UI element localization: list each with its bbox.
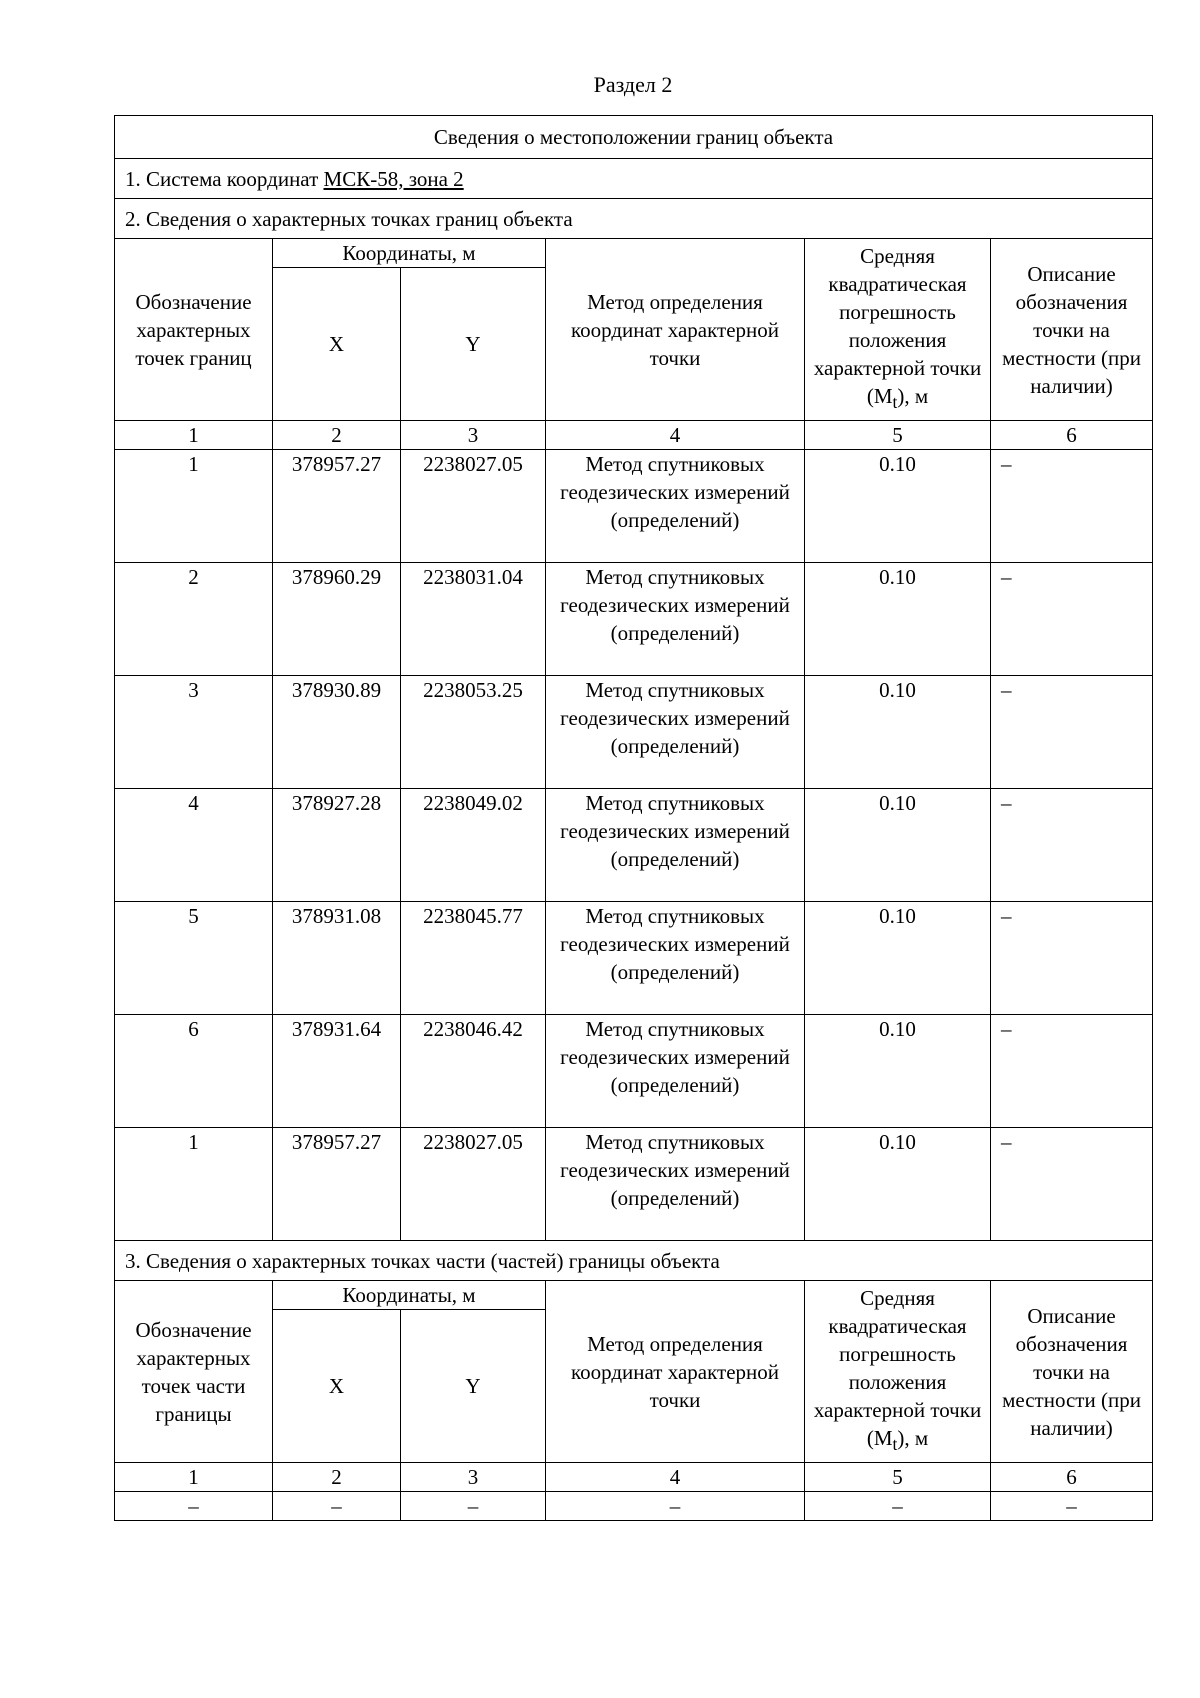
boundary-table — [114, 115, 1153, 1521]
part2-title: 2. Сведения о характерных точках границ объекта — [115, 199, 1153, 239]
part3-header-accuracy: Средняя квадратическая погрешность положения характерной точки $(M_t)$, м — [805, 1281, 991, 1463]
table-title-row — [115, 116, 1153, 159]
point-y: 2238053.25 — [401, 676, 546, 789]
part3-cell: – — [273, 1492, 401, 1521]
point-accuracy: 0.10 — [805, 450, 991, 563]
column-number: 4 — [546, 421, 805, 450]
point-id: 5 — [115, 902, 273, 1015]
point-method: Метод спутниковых геодезических измерений (определений) — [546, 676, 805, 789]
point-accuracy: 0.10 — [805, 1128, 991, 1241]
part3-cell: – — [991, 1492, 1153, 1521]
point-accuracy: 0.10 — [805, 902, 991, 1015]
part3-cell: – — [546, 1492, 805, 1521]
point-id: 4 — [115, 789, 273, 902]
header-method: Метод определения координат характерной точки — [546, 239, 805, 421]
point-accuracy: 0.10 — [805, 563, 991, 676]
table-row — [115, 676, 1153, 789]
table-row — [115, 789, 1153, 902]
column-number: 4 — [546, 1463, 805, 1492]
point-description: – — [991, 902, 1153, 1015]
point-id: 1 — [115, 1128, 273, 1241]
point-id: 3 — [115, 676, 273, 789]
point-description: – — [991, 676, 1153, 789]
point-accuracy: 0.10 — [805, 1015, 991, 1128]
point-x: 378960.29 — [273, 563, 401, 676]
point-x: 378957.27 — [273, 1128, 401, 1241]
part3-header-point-id: Обозначение характерных точек части границы — [115, 1281, 273, 1463]
section-title: Раздел 2 — [593, 72, 673, 97]
part3-column-numbers-row — [115, 1463, 1153, 1492]
point-y: 2238046.42 — [401, 1015, 546, 1128]
point-accuracy: 0.10 — [805, 789, 991, 902]
point-y: 2238045.77 — [401, 902, 546, 1015]
point-x: 378931.08 — [273, 902, 401, 1015]
point-description: – — [991, 450, 1153, 563]
point-x: 378957.27 — [273, 450, 401, 563]
point-id: 2 — [115, 563, 273, 676]
header-y: Y — [401, 268, 546, 421]
point-method: Метод спутниковых геодезических измерений (определений) — [546, 902, 805, 1015]
column-number: 3 — [401, 1463, 546, 1492]
column-number: 3 — [401, 421, 546, 450]
point-id: 6 — [115, 1015, 273, 1128]
point-description: – — [991, 1015, 1153, 1128]
point-method: Метод спутниковых геодезических измерений (определений) — [546, 450, 805, 563]
point-description: – — [991, 789, 1153, 902]
point-method: Метод спутниковых геодезических измерений (определений) — [546, 563, 805, 676]
coord-system — [115, 159, 1153, 199]
column-number: 5 — [805, 421, 991, 450]
part3-header-coords: Координаты, м — [273, 1281, 546, 1310]
coord-system-value: МСК-58, зона 2 — [323, 166, 464, 191]
header-x: X — [273, 268, 401, 421]
point-method: Метод спутниковых геодезических измерений (определений) — [546, 1128, 805, 1241]
column-numbers-row — [115, 421, 1153, 450]
point-method: Метод спутниковых геодезических измерений (определений) — [546, 1015, 805, 1128]
point-y: 2238027.05 — [401, 450, 546, 563]
column-number: 2 — [273, 1463, 401, 1492]
point-y: 2238049.02 — [401, 789, 546, 902]
part3-header-y: Y — [401, 1310, 546, 1463]
column-number: 1 — [115, 1463, 273, 1492]
table-row — [115, 1015, 1153, 1128]
table-row — [115, 1128, 1153, 1241]
part3-cell: – — [401, 1492, 546, 1521]
column-number: 2 — [273, 421, 401, 450]
table-row — [115, 902, 1153, 1015]
table-row — [115, 450, 1153, 563]
part3-title-row — [115, 1241, 1153, 1281]
part3-cell: – — [115, 1492, 273, 1521]
table-title: Сведения о местоположении границ объекта — [115, 116, 1153, 159]
coord-system-row — [115, 159, 1153, 199]
header-coords: Координаты, м — [273, 239, 546, 268]
part2-title-row — [115, 199, 1153, 239]
column-number: 1 — [115, 421, 273, 450]
column-number: 6 — [991, 421, 1153, 450]
column-number: 6 — [991, 1463, 1153, 1492]
part3-header-method: Метод определения координат характерной точки — [546, 1281, 805, 1463]
point-x: 378931.64 — [273, 1015, 401, 1128]
header-point-id: Обозначение характерных точек границ — [115, 239, 273, 421]
part3-empty-row — [115, 1492, 1153, 1521]
part3-cell: – — [805, 1492, 991, 1521]
point-id: 1 — [115, 450, 273, 563]
header-row-1 — [115, 239, 1153, 268]
point-x: 378927.28 — [273, 789, 401, 902]
coord-system-label: 1. Система координат — [125, 166, 324, 191]
header-description: Описание обозначения точки на местности (при наличии) — [991, 239, 1153, 421]
point-description: – — [991, 1128, 1153, 1241]
column-number: 5 — [805, 1463, 991, 1492]
part3-header-row-1 — [115, 1281, 1153, 1310]
part3-header-x: X — [273, 1310, 401, 1463]
part3-header-description: Описание обозначения точки на местности (при наличии) — [991, 1281, 1153, 1463]
point-description: – — [991, 563, 1153, 676]
point-accuracy: 0.10 — [805, 676, 991, 789]
table-row — [115, 563, 1153, 676]
header-accuracy: Средняя квадратическая погрешность положения характерной точки $(M_t)$, м — [805, 239, 991, 421]
point-y: 2238031.04 — [401, 563, 546, 676]
part3-title: 3. Сведения о характерных точках части (частей) границы объекта — [115, 1241, 1153, 1281]
point-method: Метод спутниковых геодезических измерений (определений) — [546, 789, 805, 902]
point-y: 2238027.05 — [401, 1128, 546, 1241]
point-x: 378930.89 — [273, 676, 401, 789]
